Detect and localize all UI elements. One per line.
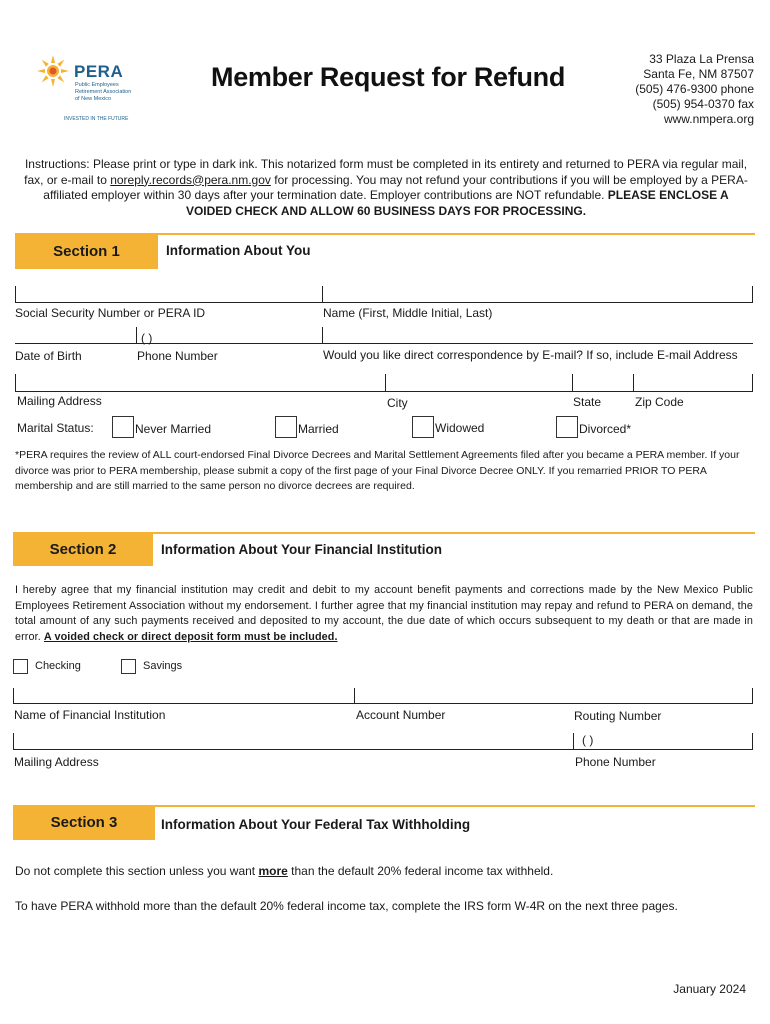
city-field[interactable]: City xyxy=(387,396,408,410)
widowed-checkbox[interactable] xyxy=(412,416,434,438)
pera-logo xyxy=(36,52,146,127)
address-line xyxy=(15,391,753,392)
logo-name: PERA xyxy=(74,62,124,81)
sun-icon xyxy=(36,54,70,88)
checking-checkbox[interactable] xyxy=(13,659,28,674)
savings-label: Savings xyxy=(143,660,183,672)
married-checkbox[interactable] xyxy=(275,416,297,438)
savings-checkbox[interactable] xyxy=(121,659,136,674)
divorced-checkbox[interactable] xyxy=(556,416,578,438)
checking-label: Checking xyxy=(35,660,81,672)
page-title: Member Request for Refund xyxy=(211,62,566,92)
withholding-instruction-2: To have PERA withhold more than the default 20% federal income tax, complete the IRS form W-4R on the next three pages. xyxy=(15,899,678,913)
bank-info-line xyxy=(13,703,753,704)
section-1-badge: Section 1 xyxy=(15,233,158,269)
zip-field[interactable]: Zip Code xyxy=(635,395,684,409)
institution-name-field[interactable]: Name of Financial Institution xyxy=(14,708,166,722)
divorced-label: Divorced* xyxy=(579,422,632,436)
phone-field[interactable]: Phone Number xyxy=(137,349,218,363)
ssn-field[interactable]: Social Security Number or PERA ID xyxy=(15,306,206,320)
bank-address-line xyxy=(13,749,753,750)
instructions: Instructions: Please print or type in dark ink. This notarized form must be completed in its entirety and returned to PERA via regular mail, fax, or e-mail to noreply.records@pera.nm.gov for processing. You may not refund your contributions if you will be employed by a PERA-affiliated employer within 30 days after your termination date. Employer contributions are NOT refundable. PLEASE ENCLOSE A VOIDED CHECK AND ALLOW 60 BUSINESS DAYS FOR PROCESSING. xyxy=(24,157,748,218)
section-1-rule xyxy=(158,233,755,235)
withholding-instruction-1: Do not complete this section unless you want more than the default 20% federal income tax withheld. xyxy=(15,864,554,878)
section-3-title: Information About Your Federal Tax Withholding xyxy=(161,817,471,832)
phone-parens: ( ) xyxy=(141,331,153,345)
email-link[interactable]: noreply.records@pera.nm.gov xyxy=(110,172,271,187)
never-married-checkbox[interactable] xyxy=(112,416,134,438)
section-2-badge: Section 2 xyxy=(13,532,153,566)
section-1-title: Information About You xyxy=(166,243,311,258)
state-field[interactable]: State xyxy=(573,395,602,409)
mailing-address-field[interactable]: Mailing Address xyxy=(17,394,102,408)
routing-number-field[interactable]: Routing Number xyxy=(574,709,662,723)
widowed-label: Widowed xyxy=(435,421,485,435)
revision-date: January 2024 xyxy=(673,982,746,996)
section-2-rule xyxy=(153,532,755,534)
logo-subtitle: Public Employees Retirement Association of New Mexico xyxy=(75,82,132,102)
email-field[interactable]: Would you like direct correspondence by E-mail? If so, include E-mail Address xyxy=(323,348,738,362)
authorization-paragraph: I hereby agree that my financial institution may credit and debit to my account benefit payments and corrections made by the New Mexico Public Employees Retirement Association without my endorsement. I further agree that my financial institution may repay and refund to PERA on demand, the total amount of any such payments received and deposited to my account, the due date of which occurs subsequent to my death or that are made in error. A voided check or direct deposit form must be included. xyxy=(15,584,753,643)
account-number-field[interactable]: Account Number xyxy=(356,708,446,722)
section-2-title: Information About Your Financial Institution xyxy=(161,542,442,557)
section-3-badge: Section 3 xyxy=(13,805,155,840)
bank-phone-field[interactable]: Phone Number xyxy=(575,755,656,769)
never-married-label: Never Married xyxy=(135,422,212,436)
divorce-note: *PERA requires the review of ALL court-endorsed Final Divorce Decrees and Marital Settlement Agreements filed after you became a PERA member. If your divorce was prior to PERA membership, please submit a copy of the first page of your Final Divorce Decree ONLY. If you remarried PRIOR TO PERA membership and are still married to the same person no divorce decrees are required. xyxy=(15,449,740,492)
bank-phone-parens: ( ) xyxy=(582,733,594,747)
dob-field[interactable]: Date of Birth xyxy=(15,349,82,363)
logo-tagline: INVESTED IN THE FUTURE xyxy=(64,116,129,122)
pera-address: 33 Plaza La Prensa Santa Fe, NM 87507 (505) 476-9300 phone (505) 954-0370 fax www.nmpera.org xyxy=(635,52,754,126)
married-label: Married xyxy=(298,422,339,436)
dob-phone-email-line xyxy=(15,343,753,344)
section-3-rule xyxy=(155,805,755,807)
ssn-name-line xyxy=(15,302,753,303)
name-field[interactable]: Name (First, Middle Initial, Last) xyxy=(323,306,493,320)
marital-status-label: Marital Status: xyxy=(17,421,94,435)
bank-mailing-address-field[interactable]: Mailing Address xyxy=(14,755,99,769)
